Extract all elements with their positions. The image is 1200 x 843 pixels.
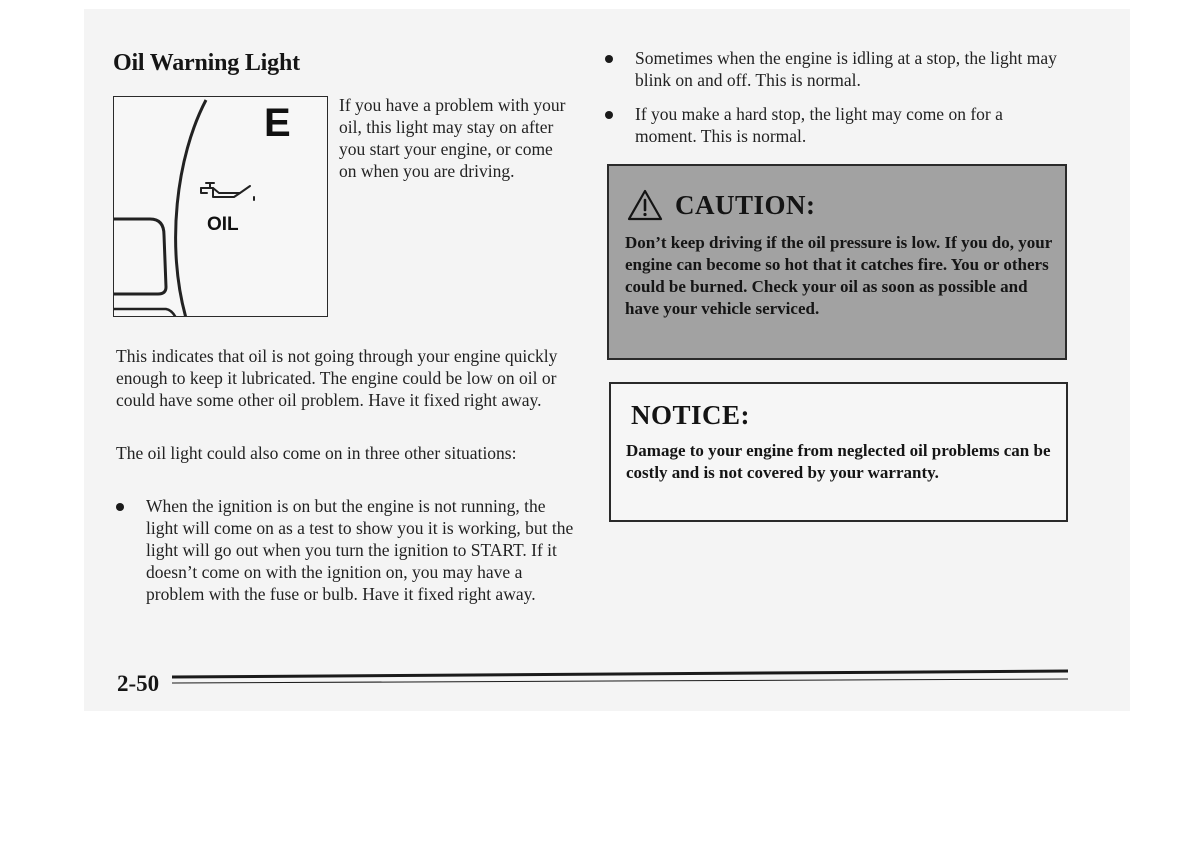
oil-can-icon (201, 183, 254, 200)
caution-header (627, 188, 816, 222)
intro-text: If you have a problem with your oil, this light may stay on after you start your engine, or come on when you are driving. (339, 95, 566, 181)
oil-warning-illustration (113, 96, 328, 317)
bullet-icon (605, 111, 613, 119)
bullet-icon (116, 503, 124, 511)
notice-box (609, 382, 1068, 522)
footer-rule (172, 669, 1068, 691)
bullet-icon (605, 55, 613, 63)
page-number: 2-50 (117, 671, 160, 696)
explanation-paragraph: This indicates that oil is not going through your engine quickly enough to keep it lubricated. The engine could be low on oil or could have some other oil problem. Have it fixed right away. (116, 346, 558, 410)
gauge-cluster-drawing (114, 97, 328, 317)
notice-title: NOTICE: (631, 400, 751, 430)
list-item-text: When the ignition is on but the engine is not running, the light will come on as a test to show you it is working, but the light will go out when you turn the ignition to START. If it doesn’t come on with the ignition on, you may have a problem with the fuse or bulb. Have it fixed right away. (146, 496, 574, 604)
caution-title: CAUTION: (675, 189, 816, 220)
caution-text: Don’t keep driving if the oil pressure is low. If you do, your engine can become so hot that it catches fire. You or others could be burned. Check your oil as soon as possible and have your vehicle serviced. (625, 233, 1052, 318)
situations-paragraph: The oil light could also come on in three other situations: (116, 443, 517, 463)
oil-indicator-label: OIL (207, 214, 239, 235)
caution-box (607, 164, 1067, 360)
list-item-text: If you make a hard stop, the light may come on for a moment. This is normal. (635, 104, 1003, 146)
list-item-text: Sometimes when the engine is idling at a stop, the light may blink on and off. This is normal. (635, 48, 1057, 90)
gauge-empty-letter: E (264, 101, 291, 145)
notice-text: Damage to your engine from neglected oil problems can be costly and is not covered by your warranty. (626, 441, 1051, 482)
section-heading: Oil Warning Light (113, 50, 300, 76)
warning-triangle-icon (627, 189, 663, 221)
